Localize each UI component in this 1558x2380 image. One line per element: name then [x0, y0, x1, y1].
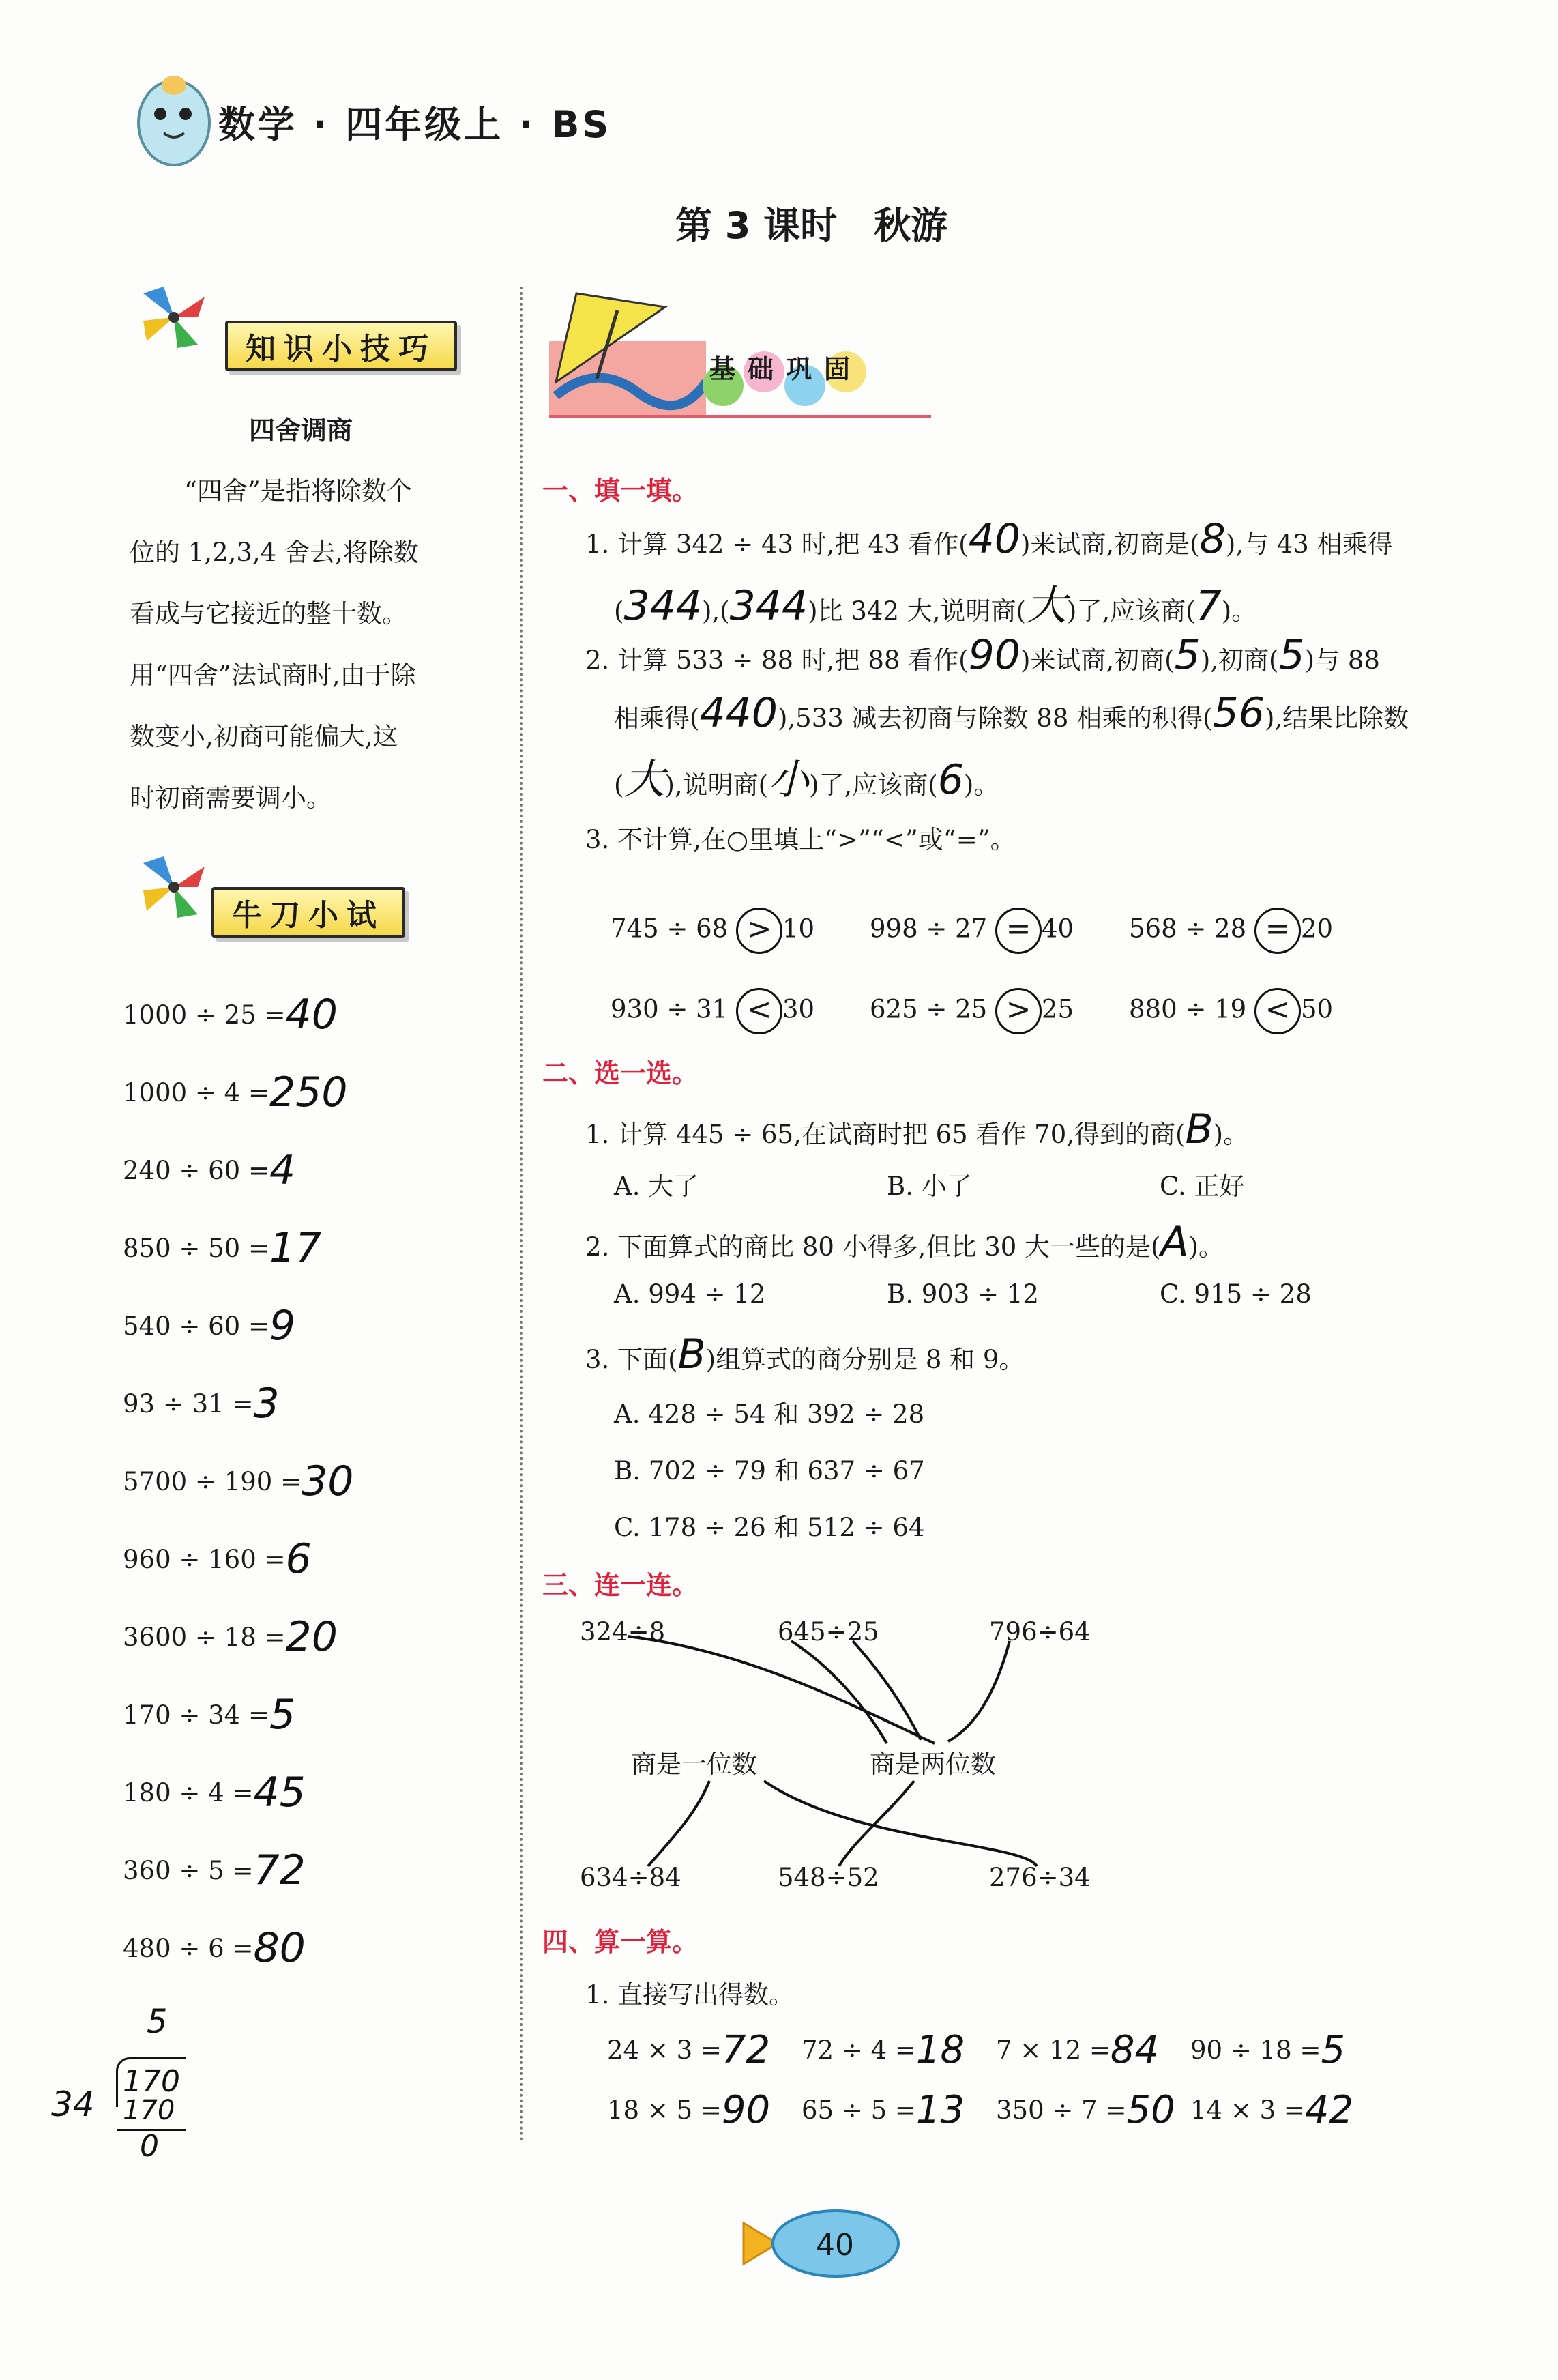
q-text: 相乘得( — [614, 703, 700, 733]
q-answer: 56 — [1212, 689, 1265, 737]
compare-right: 10 — [782, 914, 815, 944]
question-4-1: 1. 直接写出得数。 — [585, 1980, 795, 2009]
q-text: ( — [614, 596, 624, 626]
exercise-question: 960 ÷ 160 = — [123, 1544, 286, 1574]
basics-banner-label: 基础巩固 — [709, 354, 863, 384]
q-answer: 344 — [623, 582, 702, 630]
math-question: 7 × 12 = — [996, 2035, 1111, 2065]
q-text: ( — [614, 770, 624, 800]
q-text: )。 — [963, 770, 999, 800]
match-top-2[interactable]: 645÷25 — [778, 1617, 879, 1646]
exercise-answer: 9 — [269, 1302, 296, 1350]
compare-left: 625 ÷ 25 — [870, 994, 988, 1024]
scratch-quotient: 5 — [147, 2003, 168, 2041]
q-text: 2. 下面算式的商比 80 小得多,但比 30 大一些的是( — [585, 1232, 1161, 1262]
q-text: ),初商( — [1200, 645, 1279, 675]
exercise-answer: 40 — [285, 991, 338, 1039]
q-text: )组算式的商分别是 8 和 9。 — [705, 1345, 1025, 1374]
exercise-question: 360 ÷ 5 = — [123, 1855, 254, 1885]
q-text: 2. 计算 533 ÷ 88 时,把 88 看作( — [585, 645, 969, 675]
math-item — [802, 2088, 996, 2132]
exercise-question: 1000 ÷ 4 = — [123, 1077, 269, 1107]
math-item — [1190, 2028, 1371, 2072]
compare-sign[interactable]: = — [995, 908, 1042, 954]
trial-banner-label: 牛刀小试 — [232, 898, 385, 933]
page-number: 40 — [816, 2228, 854, 2263]
math-row — [607, 2080, 1371, 2140]
q-answer: 40 — [968, 515, 1020, 563]
q-answer: 440 — [699, 689, 778, 737]
compare-right: 50 — [1301, 994, 1334, 1024]
math-answer: 5 — [1321, 2027, 1346, 2072]
math-item — [996, 2028, 1190, 2072]
book-title: 数学 · 四年级上 · BS — [218, 103, 612, 146]
math-question: 65 ÷ 5 = — [802, 2095, 916, 2125]
math-answer: 18 — [915, 2027, 965, 2072]
match-bottom-2[interactable]: 548÷52 — [778, 1863, 879, 1892]
tips-line: 数变小,初商可能偏大,这 — [130, 722, 398, 751]
match-line — [839, 1781, 914, 1866]
math-answer: 84 — [1110, 2027, 1160, 2072]
compare-sign[interactable]: > — [736, 908, 782, 954]
exercise-answer: 20 — [285, 1613, 338, 1661]
tips-line: 看成与它接近的整十数。 — [130, 599, 407, 628]
q-answer: 8 — [1199, 515, 1226, 563]
compare-right: 25 — [1042, 994, 1074, 1024]
exercise-answer: 45 — [253, 1769, 306, 1816]
q-text: 1. 计算 342 ÷ 43 时,把 43 看作( — [585, 529, 969, 559]
match-mid-2[interactable]: 商是两位数 — [870, 1750, 996, 1779]
tips-line: 用“四舍”法试商时,由于除 — [130, 661, 416, 690]
q-answer: 344 — [729, 582, 808, 630]
q-text: )来试商,初商( — [1020, 645, 1175, 675]
option-c[interactable]: C. 178 ÷ 26 和 512 ÷ 64 — [614, 1513, 925, 1542]
match-bottom-3[interactable]: 276÷34 — [989, 1863, 1091, 1892]
q-answer: 5 — [1278, 631, 1305, 679]
q-answer: 5 — [1174, 631, 1201, 679]
compare-left: 880 ÷ 19 — [1129, 994, 1247, 1024]
q-answer: 大 — [623, 756, 665, 804]
math-item — [607, 2088, 802, 2132]
exercise-question: 540 ÷ 60 = — [123, 1311, 269, 1341]
exercise-question: 3600 ÷ 18 = — [123, 1622, 286, 1652]
compare-left: 568 ÷ 28 — [1129, 914, 1247, 944]
compare-left: 930 ÷ 31 — [611, 994, 729, 1024]
section-title: 二、选一选。 — [542, 1058, 699, 1088]
q-text: )。 — [1213, 1120, 1249, 1149]
q-text: )。 — [1188, 1232, 1224, 1262]
scratch-dividend: 170 — [123, 2064, 180, 2099]
q-text: )。 — [1221, 596, 1257, 626]
compare-sign[interactable]: < — [736, 988, 782, 1034]
math-answer: 13 — [915, 2087, 965, 2132]
exercise-answer: 250 — [269, 1069, 348, 1116]
exercise-question: 5700 ÷ 190 = — [123, 1466, 302, 1496]
q-text: 3. 下面( — [585, 1345, 678, 1374]
math-item — [802, 2028, 996, 2072]
exercise-answer: 80 — [253, 1924, 306, 1972]
exercise-answer: 4 — [269, 1146, 296, 1194]
compare-right: 30 — [782, 994, 815, 1024]
match-line — [628, 1636, 935, 1743]
scratch-product: 170 — [123, 2095, 175, 2126]
q-text: ),533 减去初商与除数 88 相乘的积得( — [777, 703, 1213, 733]
q-text: )比 342 大,说明商( — [808, 596, 1026, 626]
tips-line: 位的 1,2,3,4 舍去,将除数 — [130, 538, 419, 567]
q-answer: A — [1160, 1218, 1189, 1266]
tips-banner-label: 知识小技巧 — [246, 332, 437, 366]
match-line — [764, 1781, 1037, 1866]
match-line — [648, 1781, 709, 1866]
q-answer: 7 — [1195, 582, 1222, 630]
exercise-question: 1000 ÷ 25 = — [123, 1000, 286, 1030]
q-text: ),与 43 相乘得 — [1225, 529, 1393, 559]
match-top-1[interactable]: 324÷8 — [580, 1617, 666, 1646]
exercise-answer: 5 — [269, 1691, 296, 1739]
scratch-remainder: 0 — [140, 2129, 159, 2164]
exercise-answer: 30 — [302, 1457, 354, 1505]
option-a[interactable]: A. 大了 — [614, 1172, 699, 1201]
compare-sign[interactable]: < — [1254, 988, 1301, 1034]
option-b[interactable]: B. 702 ÷ 79 和 637 ÷ 67 — [614, 1456, 925, 1485]
option-c[interactable]: C. 915 ÷ 28 — [1160, 1279, 1312, 1309]
q-text: )了,应该商( — [809, 770, 938, 800]
q-answer: B — [1185, 1105, 1214, 1153]
compare-left: 745 ÷ 68 — [611, 914, 729, 944]
compare-sign[interactable]: = — [1254, 908, 1301, 954]
q-text: )了,应该商( — [1066, 596, 1196, 626]
math-question: 14 × 3 = — [1190, 2095, 1305, 2125]
section-title: 一、填一填。 — [542, 476, 699, 506]
match-line — [948, 1641, 1010, 1741]
match-line — [791, 1641, 887, 1743]
scratch-divisor: 34 — [51, 2085, 95, 2124]
q-text: )与 88 — [1304, 645, 1380, 675]
q-answer: 90 — [968, 631, 1020, 679]
tips-line: 时初商需要调小。 — [130, 783, 332, 813]
exercise-question: 180 ÷ 4 = — [123, 1777, 254, 1808]
q-text: )来试商,初商是( — [1020, 529, 1200, 559]
math-row — [607, 2020, 1371, 2080]
match-line — [853, 1641, 921, 1740]
q-answer: 大 — [1025, 582, 1067, 630]
math-question: 24 × 3 = — [607, 2035, 722, 2065]
math-question: 90 ÷ 18 = — [1190, 2035, 1321, 2065]
question-1-3: 3. 不计算,在○里填上“>”“<”或“=”。 — [585, 825, 1016, 854]
exercise-question: 93 ÷ 31 = — [123, 1389, 254, 1419]
exercise-answer: 6 — [285, 1535, 312, 1583]
tips-line: “四舍”是指将除数个 — [184, 476, 412, 506]
math-answer: 72 — [721, 2027, 771, 2072]
math-question: 350 ÷ 7 = — [996, 2095, 1127, 2125]
q-answer: 小 — [768, 756, 810, 804]
compare-sign[interactable]: > — [995, 988, 1042, 1034]
lesson-title: 第 3 课时 秋游 — [675, 204, 948, 247]
math-question: 72 ÷ 4 = — [802, 2035, 916, 2065]
math-answer: 42 — [1304, 2087, 1354, 2132]
math-item — [607, 2028, 802, 2072]
mental-math-grid — [607, 2020, 1371, 2140]
tips-heading: 四舍调商 — [249, 416, 353, 446]
option-b[interactable]: B. 小了 — [887, 1172, 972, 1201]
section-title: 三、连一连。 — [542, 1570, 699, 1600]
q-text: ),说明商( — [664, 770, 769, 800]
exercise-answer: 72 — [253, 1846, 306, 1894]
option-c[interactable]: C. 正好 — [1160, 1172, 1245, 1201]
exercise-answer: 17 — [269, 1224, 322, 1272]
section-title: 四、算一算。 — [542, 1927, 699, 1957]
q-text: ),( — [701, 596, 730, 626]
math-item — [1190, 2088, 1371, 2132]
math-question: 18 × 5 = — [607, 2095, 722, 2125]
match-bottom-1[interactable]: 634÷84 — [580, 1863, 681, 1892]
match-mid-1[interactable]: 商是一位数 — [631, 1750, 757, 1779]
exercise-question: 480 ÷ 6 = — [123, 1933, 254, 1963]
math-item — [996, 2088, 1190, 2132]
exercise-question: 240 ÷ 60 = — [123, 1155, 269, 1185]
q-text: 1. 计算 445 ÷ 65,在试商时把 65 看作 70,得到的商( — [585, 1120, 1186, 1149]
compare-left: 998 ÷ 27 — [870, 914, 988, 944]
exercise-question: 850 ÷ 50 = — [123, 1233, 269, 1263]
math-answer: 90 — [721, 2087, 771, 2132]
compare-right: 40 — [1042, 914, 1074, 944]
q-answer: 6 — [937, 756, 964, 804]
exercise-answer: 3 — [253, 1380, 280, 1427]
compare-right: 20 — [1301, 914, 1334, 944]
q-text: ),结果比除数 — [1264, 703, 1409, 733]
match-top-3[interactable]: 796÷64 — [989, 1617, 1091, 1646]
option-a[interactable]: A. 428 ÷ 54 和 392 ÷ 28 — [614, 1399, 925, 1429]
math-answer: 50 — [1126, 2087, 1175, 2132]
option-a[interactable]: A. 994 ÷ 12 — [614, 1279, 766, 1309]
exercise-question: 170 ÷ 34 = — [123, 1700, 269, 1730]
q-answer: B — [677, 1331, 706, 1378]
option-b[interactable]: B. 903 ÷ 12 — [887, 1279, 1039, 1309]
